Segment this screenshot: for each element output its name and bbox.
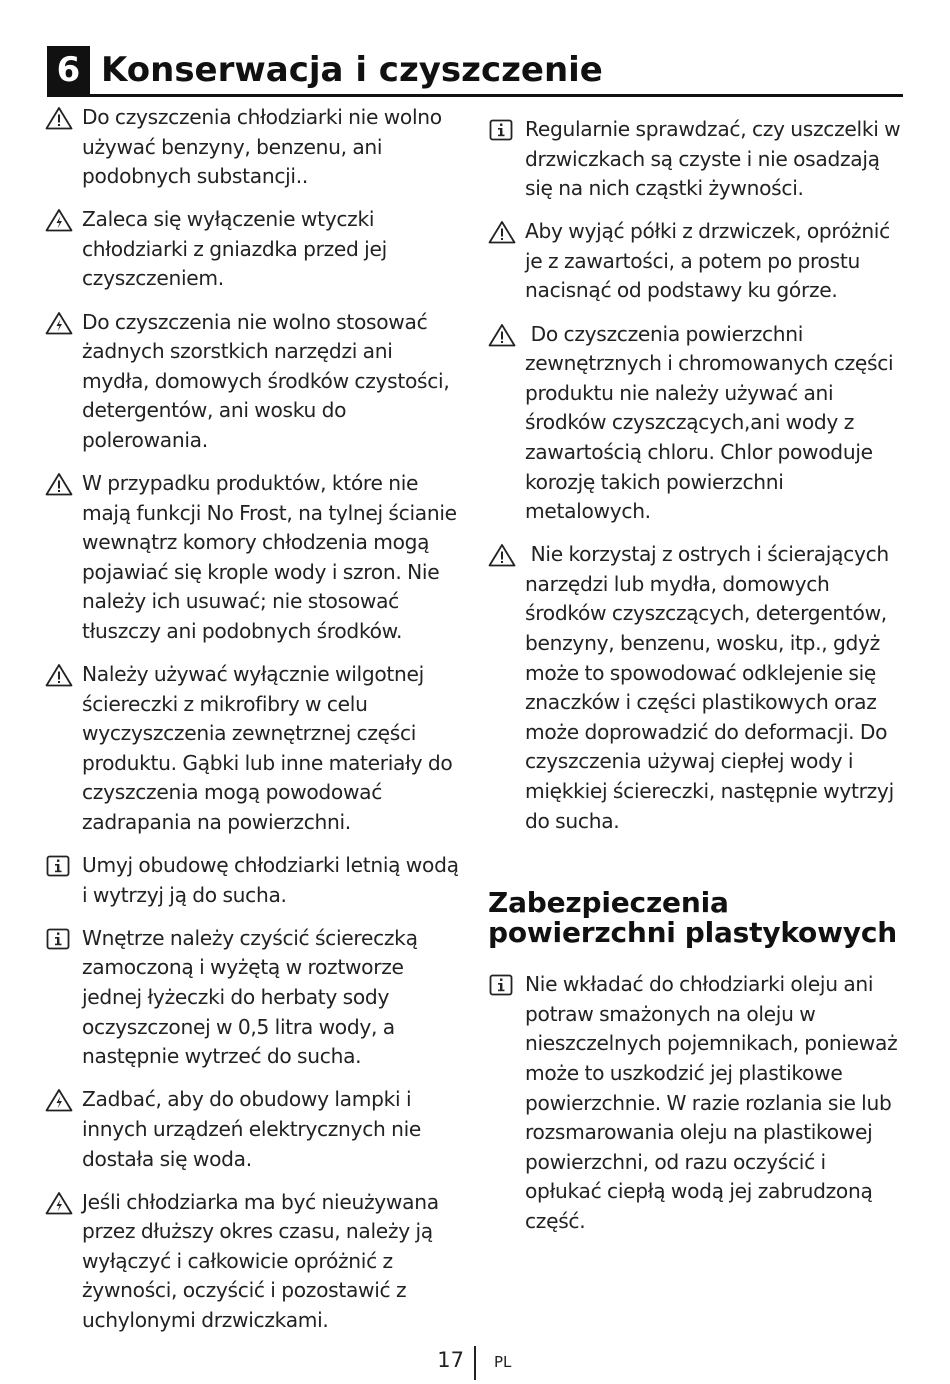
list-item <box>45 308 463 456</box>
item-text: Do czyszczenia chłodziarki nie wolno używać benzyny, benzenu, ani podobnych substancji.. <box>82 105 442 189</box>
item-text: Nie korzystaj z ostrych i ścierających narzędzi lub mydła, domowych środków czyszczących, detergentów, benzyny, benzenu, wosku, itp., gdyż może to spowodować odklejenie się znaczków i części plastikowych oraz może doprowadzić do deformacji. Do czyszczenia używaj ciepłej wody i miękkiej ściereczki, następnie wytrzyj do sucha. <box>525 542 900 833</box>
page-title: Konserwacja i czyszczenie <box>101 50 603 90</box>
footer-divider <box>474 1346 476 1380</box>
list-item <box>45 1188 463 1336</box>
list-item <box>488 540 906 836</box>
list-item <box>45 205 463 294</box>
warning-icon <box>45 663 73 687</box>
warning-icon <box>45 472 73 496</box>
item-text: Umyj obudowę chłodziarki letnią wodą i wytrzyj ją do sucha. <box>82 853 459 907</box>
info-icon <box>488 118 516 142</box>
language-code: PL <box>494 1353 512 1371</box>
electrical-warning-icon <box>45 311 73 335</box>
list-item <box>488 115 906 204</box>
item-text: Zadbać, aby do obudowy lampki i innych urządzeń elektrycznych nie dostała się woda. <box>82 1087 422 1171</box>
warning-icon <box>488 220 516 244</box>
item-text: Regularnie sprawdzać, czy uszczelki w drzwiczkach są czyste i nie osadzają się na nich cząstki żywności. <box>525 117 901 201</box>
list-item <box>45 469 463 647</box>
item-text: Należy używać wyłącznie wilgotnej ściereczki z mikrofibry w celu wyczyszczenia zewnętrznej części produktu. Gąbki lub inne materiały do czyszczenia mogą powodować zadrapania na powierzchni. <box>82 662 453 835</box>
item-text: Do czyszczenia powierzchni zewnętrznych i chromowanych części produktu nie należy używać ani środków czyszczących,ani wody z zawartością chloru. Chlor powoduje korozję takich powierzchni metalowych. <box>525 321 899 524</box>
warning-icon <box>488 323 516 347</box>
info-icon <box>488 973 516 997</box>
left-column <box>45 103 463 1349</box>
item-text: Nie wkładać do chłodziarki oleju ani potraw smażonych na oleju w nieszczelnych pojemnikach, ponieważ może to uszkodzić jej plastikowe powierzchnie. W razie rozlania sie lub rozsmarowania oleju na plastikowej powierzchni, od razu oczyścić i opłukać ciepłą wodą jej zabrudzoną część. <box>525 972 898 1233</box>
section-heading: Zabezpieczenia powierzchni plastykowych <box>488 886 897 950</box>
warning-icon <box>45 106 73 130</box>
list-item <box>45 1085 463 1174</box>
item-text: Zaleca się wyłączenie wtyczki chłodziarki z gniazdka przed jej czyszczeniem. <box>82 207 387 291</box>
item-text: W przypadku produktów, które nie mają funkcji No Frost, na tylnej ścianie wewnątrz komory chłodzenia mogą pojawiać się krople wody i szron. Nie należy ich usuwać; nie stosować tłuszczy ani podobnych środków. <box>82 471 457 643</box>
item-text: Aby wyjąć półki z drzwiczek, opróżnić je z zawartości, a potem po prostu nacisnąć od podstawy ku górze. <box>525 219 890 303</box>
chapter-header <box>47 46 903 97</box>
electrical-warning-icon <box>45 1088 73 1112</box>
warning-icon <box>488 543 516 567</box>
electrical-warning-icon <box>45 1191 73 1215</box>
list-item <box>488 320 906 527</box>
list-item <box>488 970 906 1236</box>
right-column <box>488 115 906 1250</box>
page-number: 17 <box>437 1348 464 1372</box>
item-text: Jeśli chłodziarka ma być nieużywana przez dłuższy okres czasu, należy ją wyłączyć i całkowicie opróżnić z żywności, oczyścić i pozostawić z uchylonymi drzwiczkami. <box>82 1189 439 1332</box>
list-item <box>45 924 463 1072</box>
info-icon <box>45 927 73 951</box>
list-item <box>45 660 463 838</box>
list-item <box>488 217 906 306</box>
list-item <box>45 851 463 910</box>
electrical-warning-icon <box>45 208 73 232</box>
chapter-number-badge: 6 <box>47 46 90 94</box>
item-text: Do czyszczenia nie wolno stosować żadnych szorstkich narzędzi ani mydła, domowych środków czystości, detergentów, ani wosku do polerowania. <box>82 309 450 452</box>
list-item <box>45 103 463 192</box>
info-icon <box>45 854 73 878</box>
page-footer <box>0 1344 950 1384</box>
item-text: Wnętrze należy czyścić ściereczką zamoczoną i wyżętą w roztworze jednej łyżeczki do herbaty sody oczyszczonej w 0,5 litra wody, a następnie wytrzeć do sucha. <box>82 925 418 1069</box>
